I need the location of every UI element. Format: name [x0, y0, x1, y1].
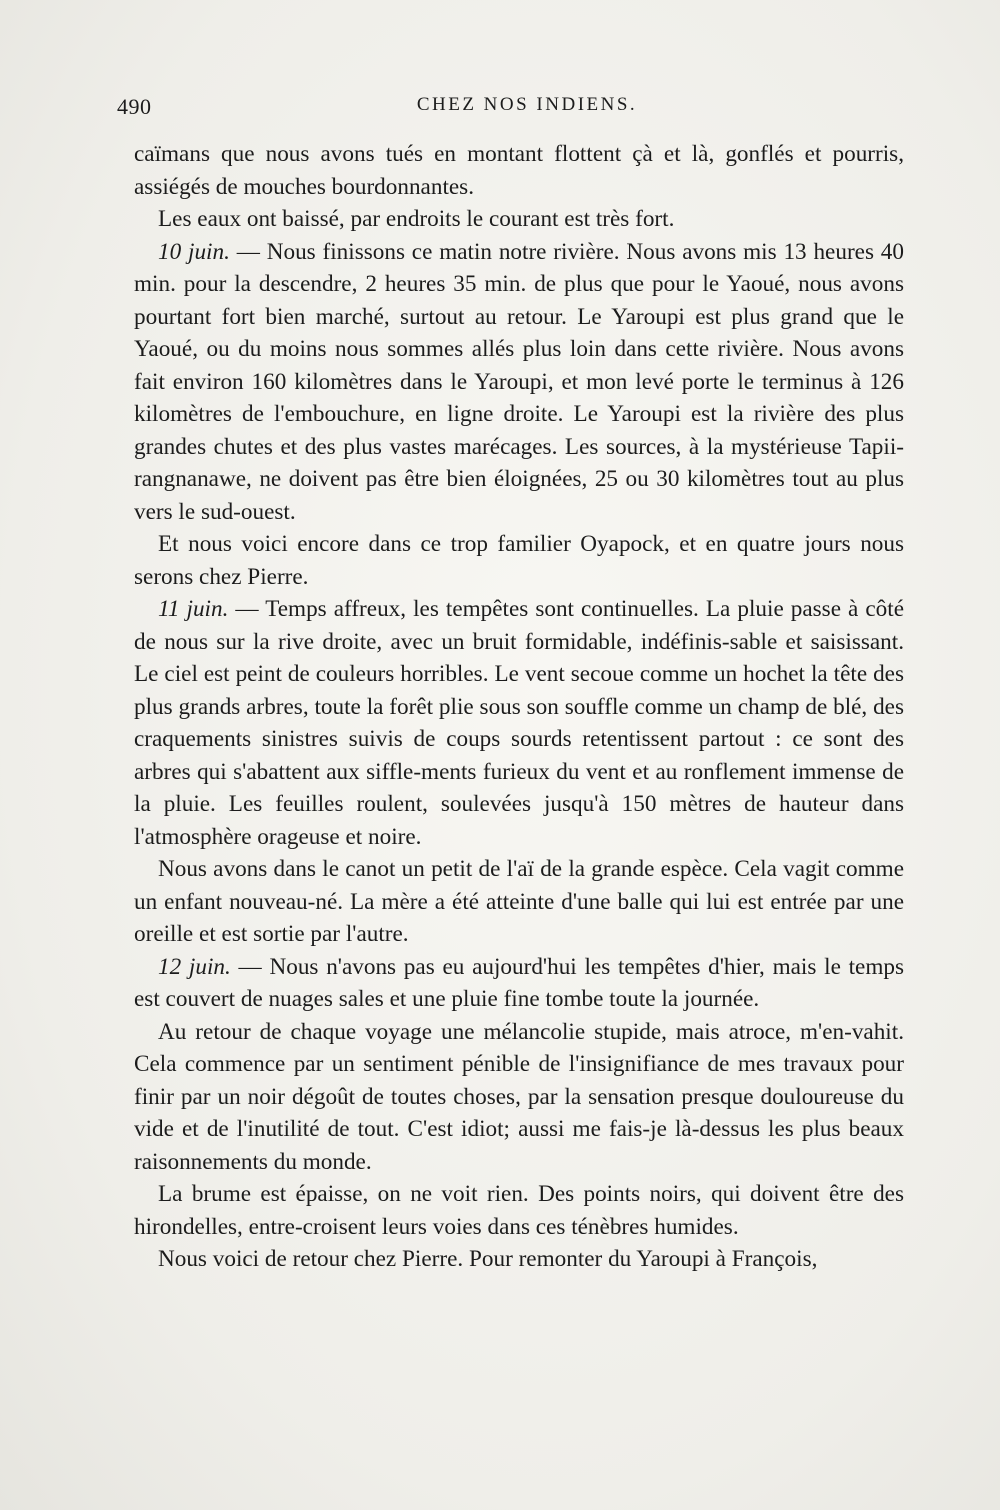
entry-date: 11 juin. — [158, 596, 229, 622]
diary-entry — [134, 951, 904, 1016]
paragraph-text: Nous avons dans le canot un petit de l'aï de la grande espèce. Cela vagit comme un enfant nouveau-né. La mère a été atteinte d'une balle qui lui est entrée par une oreille et est sortie par l'autre. — [134, 856, 904, 947]
diary-entry — [134, 593, 904, 853]
paragraph — [134, 853, 904, 951]
running-title: CHEZ NOS INDIENS. — [416, 94, 638, 115]
paragraph — [134, 138, 904, 203]
paragraph-text: caïmans que nous avons tués en montant flottent çà et là, gonflés et pourris, assiégés de mouches bourdonnantes. — [134, 141, 904, 200]
diary-entry — [134, 236, 904, 529]
paragraph-text: — Nous n'avons pas eu aujourd'hui les tempêtes d'hier, mais le temps est couvert de nuages sales et une pluie fine tombe toute la journée. — [134, 953, 904, 1012]
paragraph-text: Les eaux ont baissé, par endroits le courant est très fort. — [158, 206, 675, 232]
paragraph-text: — Nous finissons ce matin notre rivière. Nous avons mis 13 heures 40 min. pour la descendre, 2 heures 35 min. de plus que pour le Yaoué, nous avons pourtant fort bien marché, surtout au retour. Le Yaroupi est plus grand que le Yaoué, ou du moins nous sommes allés plus loin dans cette rivière. Nous avons fait environ 160 kilomètres dans le Yaroupi, et mon levé porte le terminus à 126 kilomètres de l'embouchure, en ligne droite. Le Yaroupi est la rivière des plus grandes chutes et des plus vastes marécages. Les sources, à la mystérieuse Tapii-rangnanawe, ne doivent pas être bien éloignées, 25 ou 30 kilomètres tout au plus vers le sud-ouest. — [134, 238, 904, 525]
paragraph-text: Nous voici de retour chez Pierre. Pour remonter du Yaroupi à François, — [158, 1246, 818, 1272]
body-text — [134, 138, 904, 1276]
paragraph-text: Et nous voici encore dans ce trop familier Oyapock, et en quatre jours nous serons chez Pierre. — [134, 531, 904, 590]
paragraph — [134, 1016, 904, 1179]
paragraph — [134, 1243, 904, 1276]
page-header — [117, 94, 907, 124]
entry-date: 10 juin. — [158, 238, 230, 265]
paragraph — [134, 1178, 904, 1243]
paragraph — [134, 203, 904, 236]
paragraph-text: La brume est épaisse, on ne voit rien. Des points noirs, qui doivent être des hirondelles, entre-croisent leurs voies dans ces ténèbres humides. — [134, 1181, 904, 1240]
paragraph-text: Au retour de chaque voyage une mélancolie stupide, mais atroce, m'en-vahit. Cela commence par un sentiment pénible de l'insignifiance de mes travaux pour finir par un noir dégoût de toutes choses, par la sensation presque douloureuse du vide et de l'inutilité de tout. C'est idiot; aussi me fais-je là-dessus les plus beaux raisonnements du monde. — [134, 1018, 904, 1175]
paragraph-text: — Temps affreux, les tempêtes sont continuelles. La pluie passe à côté de nous sur la rive droite, avec un bruit formidable, indéfinis-sable et saisissant. Le ciel est peint de couleurs horribles. Le vent secoue comme un hochet la tête des plus grands arbres, toute la forêt plie sous son souffle comme un champ de blé, des craquements sinistres suivis de coups sourds retentissent partout : ce sont des arbres qui s'abattent aux siffle-ments furieux du vent et au ronflement immense de la pluie. Les feuilles roulent, soulevées jusqu'à 150 mètres de hauteur dans l'atmosphère orageuse et noire. — [134, 596, 904, 850]
page-number: 490 — [117, 94, 152, 119]
paragraph — [134, 528, 904, 593]
entry-date: 12 juin. — [158, 953, 231, 980]
